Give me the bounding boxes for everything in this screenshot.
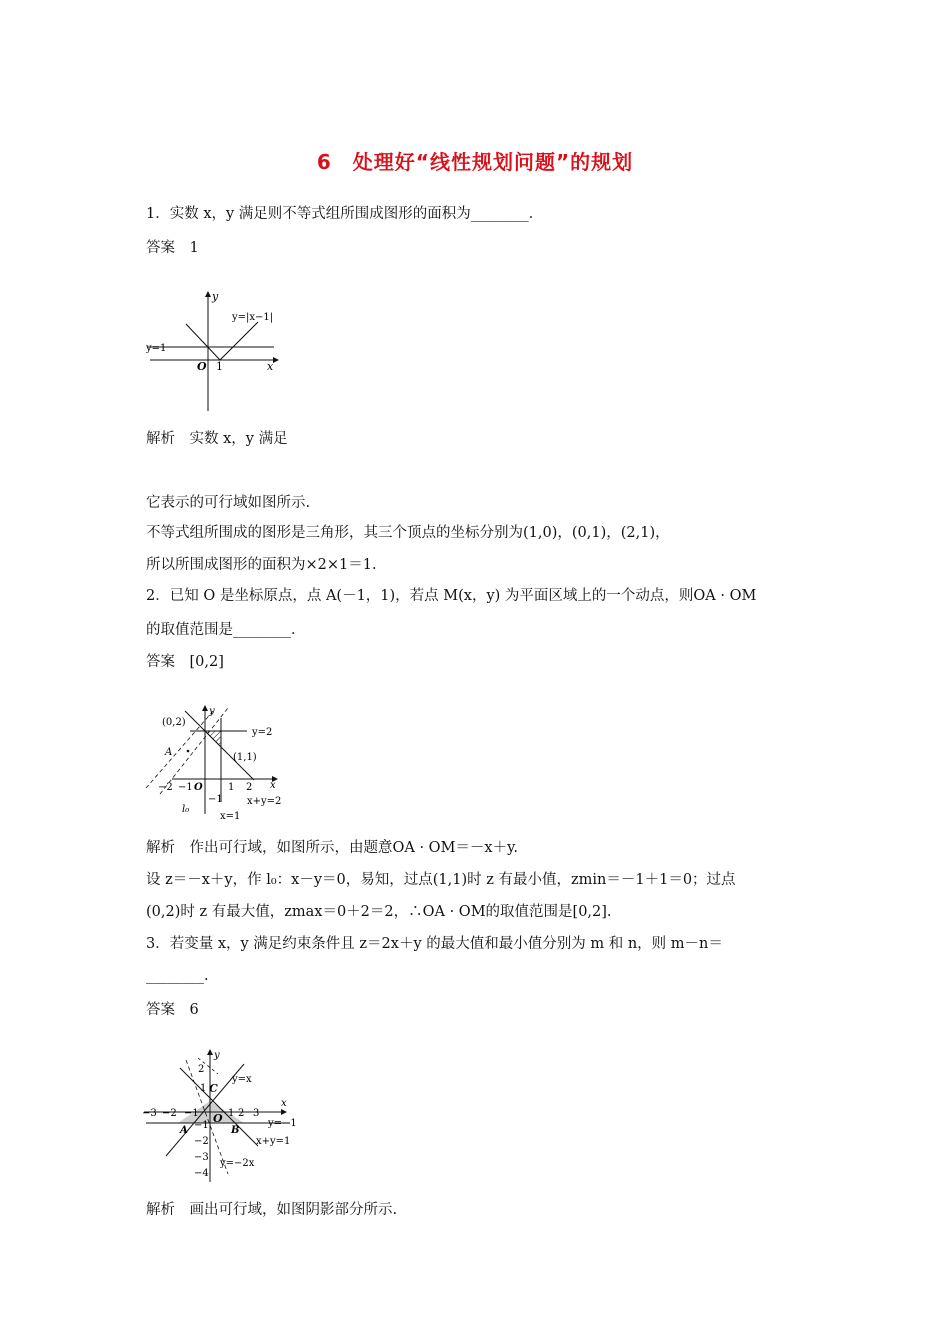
tick-y-2: 2 <box>198 1064 205 1075</box>
answer-1: 答案 1 <box>146 240 199 256</box>
y-axis-label: y <box>209 706 215 717</box>
tick-y-1: 1 <box>200 1083 207 1094</box>
problem-1-text: 1．实数 x，y 满足则不等式组所围成图形的面积为________． <box>146 206 544 222</box>
curve-label: y=|x−1| <box>232 312 274 323</box>
point-11-label: (1,1) <box>233 752 257 763</box>
tick-y-n1: −1 <box>208 794 223 805</box>
tick-y-m3: −3 <box>194 1152 209 1163</box>
point-a-label: A <box>165 747 173 758</box>
origin-label: O <box>194 782 203 793</box>
line-xpy2-label: x+y=2 <box>247 796 282 807</box>
hline-label: y=1 <box>146 343 167 354</box>
figure-1 <box>142 288 282 413</box>
x-axis-label: x <box>267 360 274 373</box>
figure-2 <box>142 702 292 822</box>
point-b-label: B <box>231 1125 240 1136</box>
line-xpy2 <box>185 711 254 780</box>
tick-x-m2: −2 <box>162 1108 177 1119</box>
point-c-label: C <box>209 1082 218 1095</box>
problem-2-text-a: 2．已知 O 是坐标原点，点 A(－1，1)，若点 M(x，y) 为平面区域上的一个动点，则OA · OM <box>146 588 757 604</box>
tick-x-m1: −1 <box>184 1108 199 1119</box>
tick-y-m4: −4 <box>194 1168 209 1179</box>
point-a-label: A <box>180 1125 188 1136</box>
tick-x-1: 1 <box>228 1108 235 1119</box>
origin-label: O <box>213 1112 223 1125</box>
solution-2-text-a: 设 z＝－x＋y，作 l₀：x－y＝0，易知，过点(1,1)时 z 有最小值，zmin＝－1＋1＝0；过点 <box>146 872 736 888</box>
line-y-n1-label: y=−1 <box>268 1118 297 1129</box>
y-axis-label: y <box>212 290 219 303</box>
x-axis-label: x <box>281 1098 287 1109</box>
answer-2: 答案 [0,2] <box>146 654 224 670</box>
answer-3: 答案 6 <box>146 1002 199 1018</box>
solution-3-head: 解析 画出可行域，如图阴影部分所示. <box>146 1202 398 1218</box>
tick-x-1: 1 <box>228 782 235 793</box>
tick-y-m2: −2 <box>194 1136 209 1147</box>
tick-x-n2: −2 <box>158 782 173 793</box>
figure-1-graph <box>142 288 282 413</box>
line-x1-label: x=1 <box>220 811 241 822</box>
tick-x-3: 3 <box>253 1108 260 1119</box>
figure-2-graph <box>142 702 292 822</box>
solution-1-head: 解析 实数 x，y 满足 <box>146 431 288 447</box>
problem-2-text-b: 的取值范围是________． <box>146 622 306 638</box>
problem-3-text-b: ________. <box>146 968 209 984</box>
tick-y-m1: −1 <box>194 1120 209 1131</box>
line-l0-label: l₀ <box>182 804 190 815</box>
x-axis-label: x <box>270 780 276 791</box>
problem-3-text-a: 3．若变量 x，y 满足约束条件且 z＝2x＋y 的最大值和最小值分别为 m 和 n，则 m－n＝ <box>146 936 723 952</box>
solution-2-text-b: (0,2)时 z 有最大值，zmax＝0＋2＝2，∴OA · OM的取值范围是[0,2]. <box>146 904 612 920</box>
tick-x-m3: −3 <box>142 1108 157 1119</box>
tick-1-label: 1 <box>216 360 223 373</box>
y-axis-label: y <box>214 1050 220 1061</box>
origin-label: O <box>197 360 207 373</box>
solution-1-text-b: 不等式组所围成的图形是三角形，其三个顶点的坐标分别为(1,0)，(0,1)，(2,1)， <box>146 525 670 541</box>
solution-1-text-a: 它表示的可行域如图所示. <box>146 495 311 511</box>
curve-abs <box>186 322 258 360</box>
solution-2-head: 解析 作出可行域，如图所示，由题意OA · OM＝－x＋y. <box>146 840 518 856</box>
point-02-label: (0,2) <box>162 717 186 728</box>
line-y-n2x-label: y=−2x <box>220 1158 255 1169</box>
line-xpy1-label: x+y=1 <box>256 1136 291 1147</box>
tick-x-2: 2 <box>246 782 253 793</box>
tick-x-n1: −1 <box>178 782 193 793</box>
figure-3-graph <box>140 1046 310 1186</box>
page-title: 6 处理好“线性规划问题”的规划 <box>316 150 634 174</box>
line-yx-label: y=x <box>232 1074 252 1085</box>
tick-x-2: 2 <box>238 1108 245 1119</box>
line-y2-label: y=2 <box>252 727 273 738</box>
point-a <box>187 750 190 753</box>
solution-1-text-c: 所以所围成图形的面积为×2×1＝1. <box>146 557 377 573</box>
figure-3 <box>140 1046 310 1186</box>
